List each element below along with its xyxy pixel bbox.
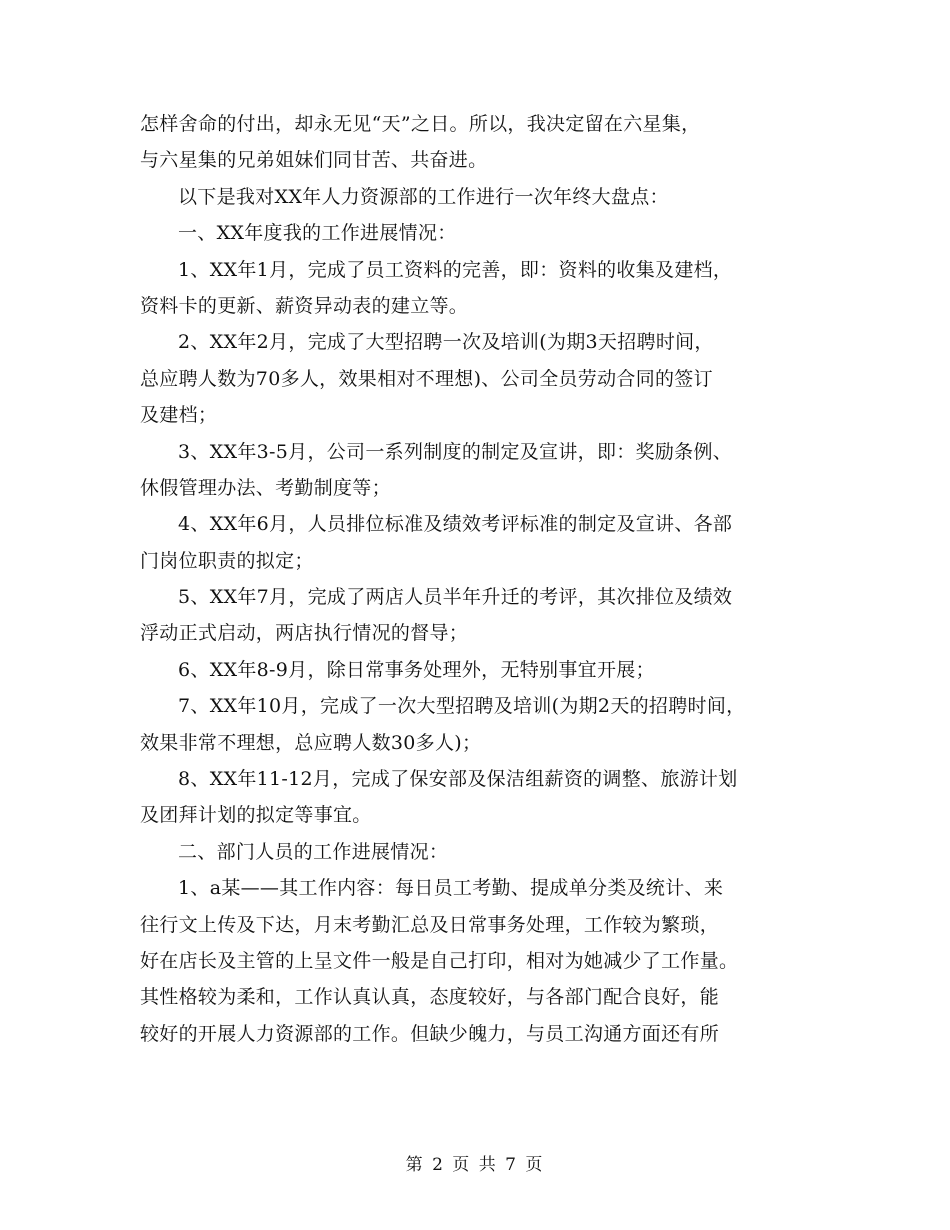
list-item-4: 4、XX年6月，人员排位标准及绩效考评标准的制定及宣讲、各部 — [178, 513, 733, 536]
text-line: 浮动正式启动，两店执行情况的督导； — [140, 622, 469, 645]
page-number: 第 2 页 共 7 页 — [405, 1155, 545, 1175]
text-line: 及团拜计划的拟定等事宜。 — [140, 804, 372, 827]
list-item-6: 6、XX年8-9月，除日常事务处理外，无特别事宜开展； — [178, 658, 655, 681]
list-item-3: 3、XX年3-5月，公司一系列制度的制定及宣讲，即：奖励条例、 — [178, 440, 733, 463]
list-item-8: 8、XX年11-12月，完成了保安部及保洁组薪资的调整、旅游计划 — [178, 768, 738, 791]
list-item-7: 7、XX年10月，完成了一次大型招聘及培训(为期2天的招聘时间， — [178, 695, 746, 718]
text-line: 好在店长及主管的上呈文件一般是自己打印，相对为她减少了工作量。 — [140, 949, 739, 972]
section-heading-1: 一、XX年度我的工作进展情况： — [178, 222, 457, 245]
paragraph-intro: 以下是我对XX年人力资源部的工作进行一次年终大盘点： — [178, 185, 669, 208]
staff-item-1: 1、a某——其工作内容：每日员工考勤、提成单分类及统计、来 — [178, 877, 724, 900]
document-body — [140, 106, 830, 1052]
text-line: 休假管理办法、考勤制度等； — [140, 476, 391, 499]
text-line: 门岗位职责的拟定； — [140, 549, 314, 572]
text-line: 效果非常不理想，总应聘人数30多人)； — [140, 731, 482, 754]
list-item-5: 5、XX年7月，完成了两店人员半年升迁的考评，其次排位及绩效 — [178, 586, 733, 609]
list-item-2: 2、XX年2月，完成了大型招聘一次及培训(为期3天招聘时间， — [178, 331, 714, 354]
section-heading-2: 二、部门人员的工作进展情况： — [178, 840, 449, 863]
text-line: 总应聘人数为70多人，效果相对不理想)、公司全员劳动合同的签订 — [140, 367, 713, 390]
text-line: 其性格较为柔和，工作认真认真，态度较好，与各部门配合良好，能 — [140, 986, 720, 1009]
text-line: 较好的开展人力资源部的工作。但缺少魄力，与员工沟通方面还有所 — [140, 1022, 720, 1045]
text-line: 与六星集的兄弟姐妹们同甘苦、共奋进。 — [140, 149, 488, 172]
text-line: 及建档； — [140, 404, 218, 427]
text-line: 怎样舍命的付出，却永无见“天”之日。所以，我决定留在六星集， — [140, 113, 701, 135]
text-line: 资料卡的更新、薪资异动表的建立等。 — [140, 294, 469, 317]
list-item-1: 1、XX年1月，完成了员工资料的完善，即：资料的收集及建档， — [178, 258, 733, 281]
text-line: 往行文上传及下达，月末考勤汇总及日常事务处理，工作较为繁琐， — [140, 913, 720, 936]
